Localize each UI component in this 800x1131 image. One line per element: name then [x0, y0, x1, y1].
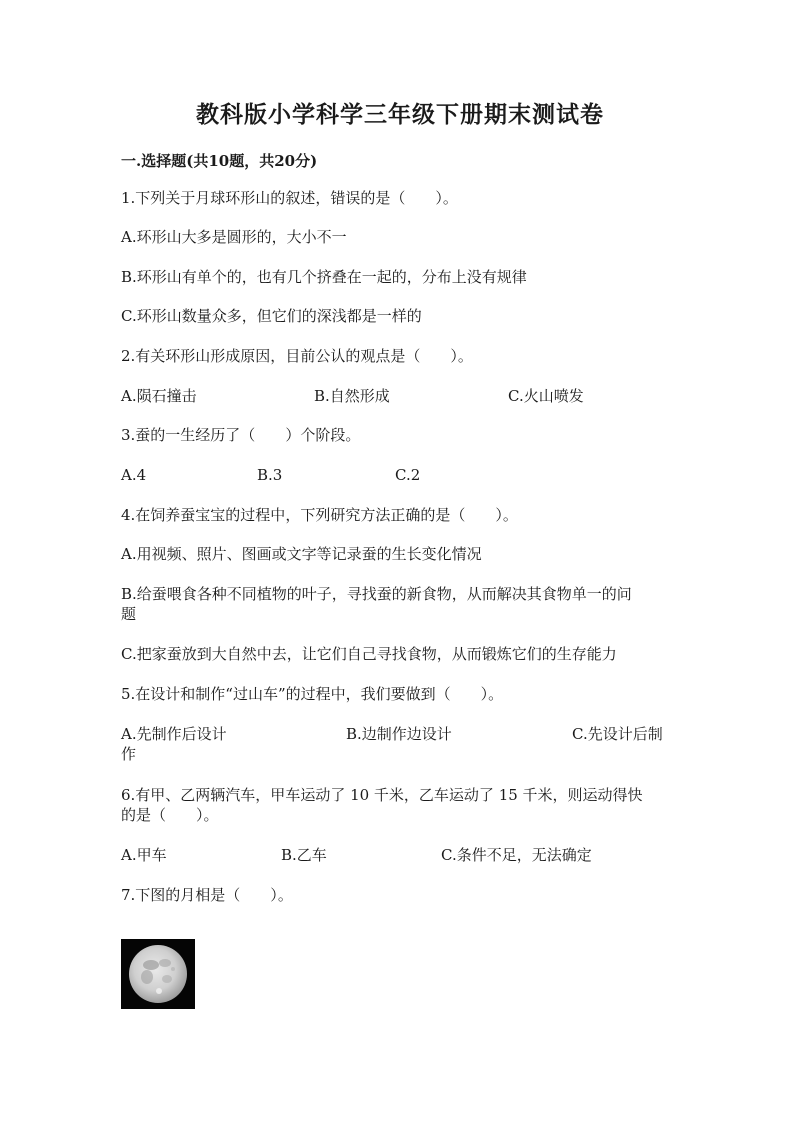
- question-5-stem: 5.在设计和制作“过山车”的过程中，我们要做到（ ）。: [121, 685, 504, 703]
- question-4-option-b-line1[interactable]: B.给蚕喂食各种不同植物的叶子，寻找蚕的新食物，从而解决其食物单一的问: [121, 585, 632, 603]
- full-moon-icon: [121, 939, 195, 1009]
- question-4-stem: 4.在饲养蚕宝宝的过程中，下列研究方法正确的是（ ）。: [121, 506, 518, 524]
- question-3-option-a[interactable]: A.4: [121, 466, 147, 484]
- question-5-option-c-wrap: 作: [121, 745, 137, 763]
- question-5-option-b[interactable]: B.边制作边设计: [346, 725, 452, 743]
- question-4-option-a[interactable]: A.用视频、照片、图画或文字等记录蚕的生长变化情况: [121, 545, 482, 563]
- question-7-stem: 7.下图的月相是（ ）。: [121, 886, 293, 904]
- moon-phase-image: [121, 939, 195, 1009]
- question-1-option-c[interactable]: C.环形山数量众多，但它们的深浅都是一样的: [121, 307, 422, 325]
- section-heading: 一.选择题(共10题，共20分): [121, 152, 318, 170]
- question-4-option-b-line2[interactable]: 题: [121, 605, 137, 623]
- question-3-option-b[interactable]: B.3: [257, 466, 283, 484]
- question-3-stem: 3.蚕的一生经历了（ ）个阶段。: [121, 426, 361, 444]
- page-title: 教科版小学科学三年级下册期末测试卷: [196, 101, 604, 128]
- question-6-option-a[interactable]: A.甲车: [121, 846, 167, 864]
- question-5-option-a[interactable]: A.先制作后设计: [121, 725, 227, 743]
- question-2-option-c[interactable]: C.火山喷发: [508, 387, 584, 405]
- question-1-stem: 1.下列关于月球环形山的叙述，错误的是（ ）。: [121, 189, 458, 207]
- question-6-stem-line2: 的是（ ）。: [121, 806, 219, 824]
- question-4-option-c[interactable]: C.把家蚕放到大自然中去，让它们自己寻找食物，从而锻炼它们的生存能力: [121, 645, 617, 663]
- question-3-option-c[interactable]: C.2: [395, 466, 421, 484]
- question-6-option-b[interactable]: B.乙车: [281, 846, 327, 864]
- question-2-option-b[interactable]: B.自然形成: [314, 387, 390, 405]
- question-5-option-c[interactable]: C.先设计后制: [572, 725, 663, 743]
- question-1-option-a[interactable]: A.环形山大多是圆形的，大小不一: [121, 228, 347, 246]
- question-6-stem-line1: 6.有甲、乙两辆汽车，甲车运动了 10 千米，乙车运动了 15 千米，则运动得快: [121, 786, 643, 804]
- question-2-option-a[interactable]: A.陨石撞击: [121, 387, 197, 405]
- question-2-stem: 2.有关环形山形成原因，目前公认的观点是（ ）。: [121, 347, 473, 365]
- question-1-option-b[interactable]: B.环形山有单个的，也有几个挤叠在一起的，分布上没有规律: [121, 268, 527, 286]
- question-6-option-c[interactable]: C.条件不足，无法确定: [441, 846, 592, 864]
